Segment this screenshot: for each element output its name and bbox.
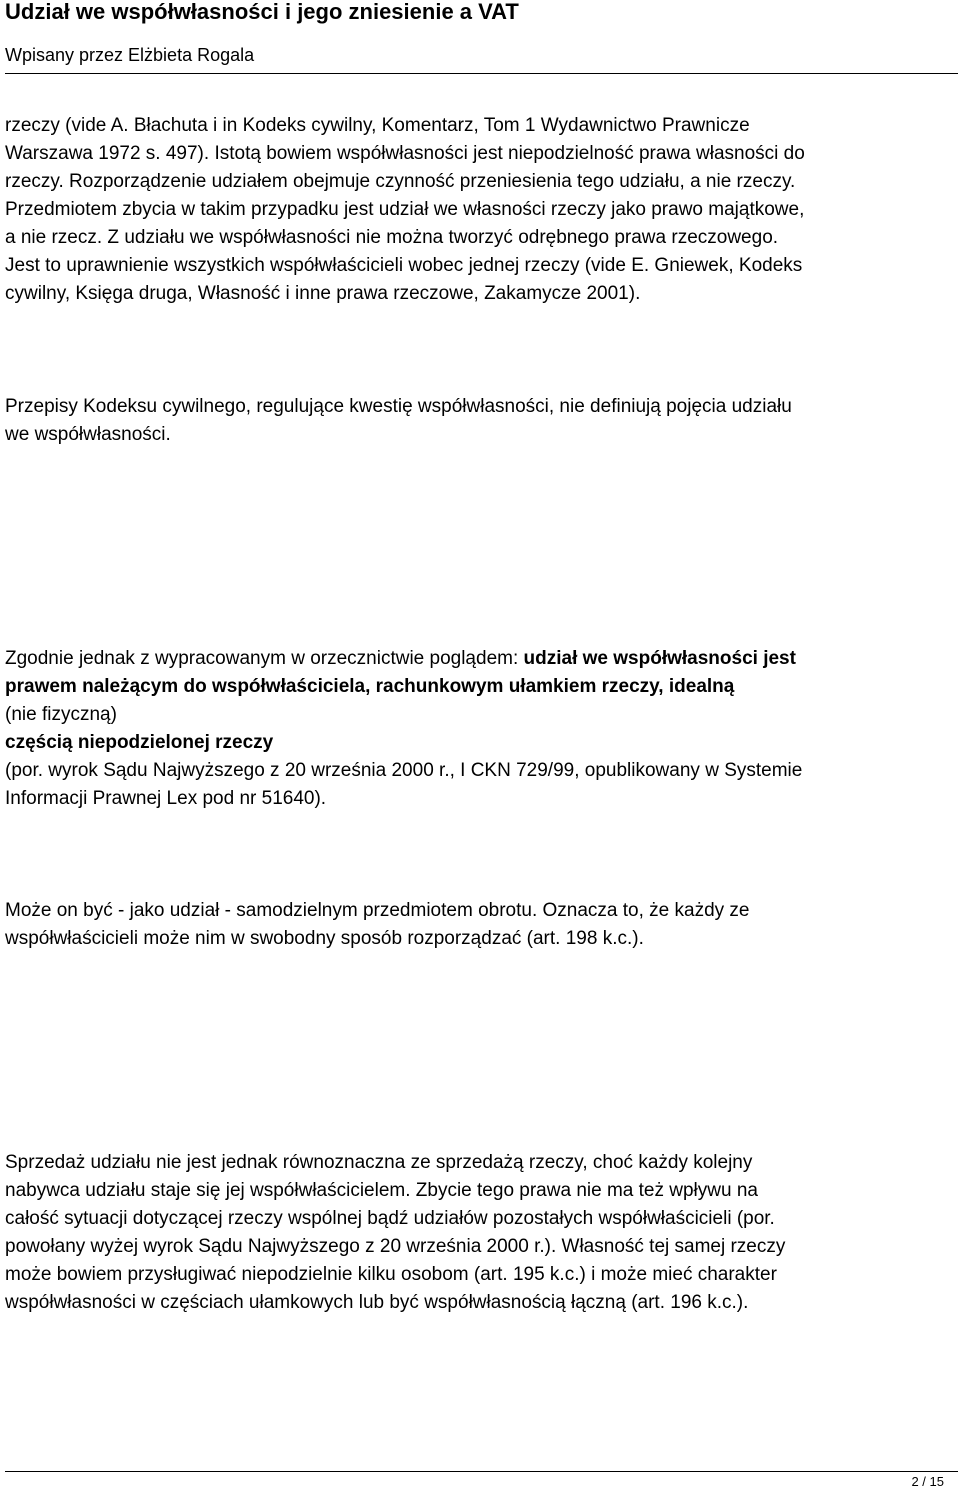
paragraph-5 [5, 1149, 950, 1317]
header-divider [5, 73, 958, 74]
text-line: całość sytuacji dotyczącej rzeczy wspólnej bądź udziałów pozostałych współwłaścicieli (por. [5, 1208, 775, 1229]
text-line-bold: częścią niepodzielonej rzeczy [5, 732, 274, 753]
text-line: cywilny, Księga druga, Własność i inne prawa rzeczowe, Zakamycze 2001). [5, 283, 641, 304]
footer-divider [5, 1471, 958, 1472]
text-line: Przepisy Kodeksu cywilnego, regulujące kwestię współwłasności, nie definiują pojęcia udziału [5, 396, 792, 417]
text-line: Sprzedaż udziału nie jest jednak równoznaczna ze sprzedażą rzeczy, choć każdy kolejny [5, 1152, 753, 1173]
text-line-bold: prawem należącym do współwłaściciela, rachunkowym ułamkiem rzeczy, idealną [5, 676, 735, 697]
text-line: Może on być - jako udział - samodzielnym przedmiotem obrotu. Oznacza to, że każdy ze [5, 900, 750, 921]
text-line: we współwłasności. [5, 424, 171, 445]
text-line: Jest to uprawnienie wszystkich współwłaścicieli wobec jednej rzeczy (vide E. Gniewek, Kodeks [5, 255, 803, 276]
text-line: Przedmiotem zbycia w takim przypadku jest udział we własności rzeczy jako prawo majątkowe, [5, 199, 805, 220]
text-line: (por. wyrok Sądu Najwyższego z 20 września 2000 r., I CKN 729/99, opublikowany w Systemie [5, 760, 803, 781]
text-line: nabywca udziału staje się jej współwłaścicielem. Zbycie tego prawa nie ma też wpływu na [5, 1180, 758, 1201]
text-line [5, 645, 950, 673]
text-bold: udział we współwłasności jest [523, 648, 796, 669]
text-line: powołany wyżej wyrok Sądu Najwyższego z 20 września 2000 r.). Własność tej samej rzeczy [5, 1236, 786, 1257]
paragraph-1 [5, 112, 950, 308]
text-line: Informacji Prawnej Lex pod nr 51640). [5, 788, 327, 809]
text-line: rzeczy (vide A. Błachuta i in Kodeks cywilny, Komentarz, Tom 1 Wydawnictwo Prawnicze [5, 115, 750, 136]
text-line: (nie fizyczną) [5, 704, 117, 725]
text-normal: Zgodnie jednak z wypracowanym w orzecznictwie poglądem: [5, 648, 524, 669]
text-line: współwłasności w częściach ułamkowych lub być współwłasnością łączną (art. 196 k.c.). [5, 1292, 749, 1313]
paragraph-3 [5, 645, 950, 813]
author-line: Wpisany przez Elżbieta Rogala [5, 45, 255, 65]
text-line: może bowiem przysługiwać niepodzielnie kilku osobom (art. 195 k.c.) i może mieć charakter [5, 1264, 777, 1285]
paragraph-2 [5, 393, 950, 449]
page-number: 2 / 15 [911, 1474, 944, 1489]
text-line: a nie rzecz. Z udziału we współwłasności nie można tworzyć odrębnego prawa rzeczowego. [5, 227, 779, 248]
text-line: rzeczy. Rozporządzenie udziałem obejmuje czynność przeniesienia tego udziału, a nie rzeczy. [5, 171, 796, 192]
document-title: Udział we współwłasności i jego zniesienie a VAT [5, 0, 519, 24]
paragraph-4 [5, 897, 950, 953]
text-line: Warszawa 1972 s. 497). Istotą bowiem współwłasności jest niepodzielność prawa własności do [5, 143, 805, 164]
text-line: współwłaścicieli może nim w swobodny sposób rozporządzać (art. 198 k.c.). [5, 928, 644, 949]
